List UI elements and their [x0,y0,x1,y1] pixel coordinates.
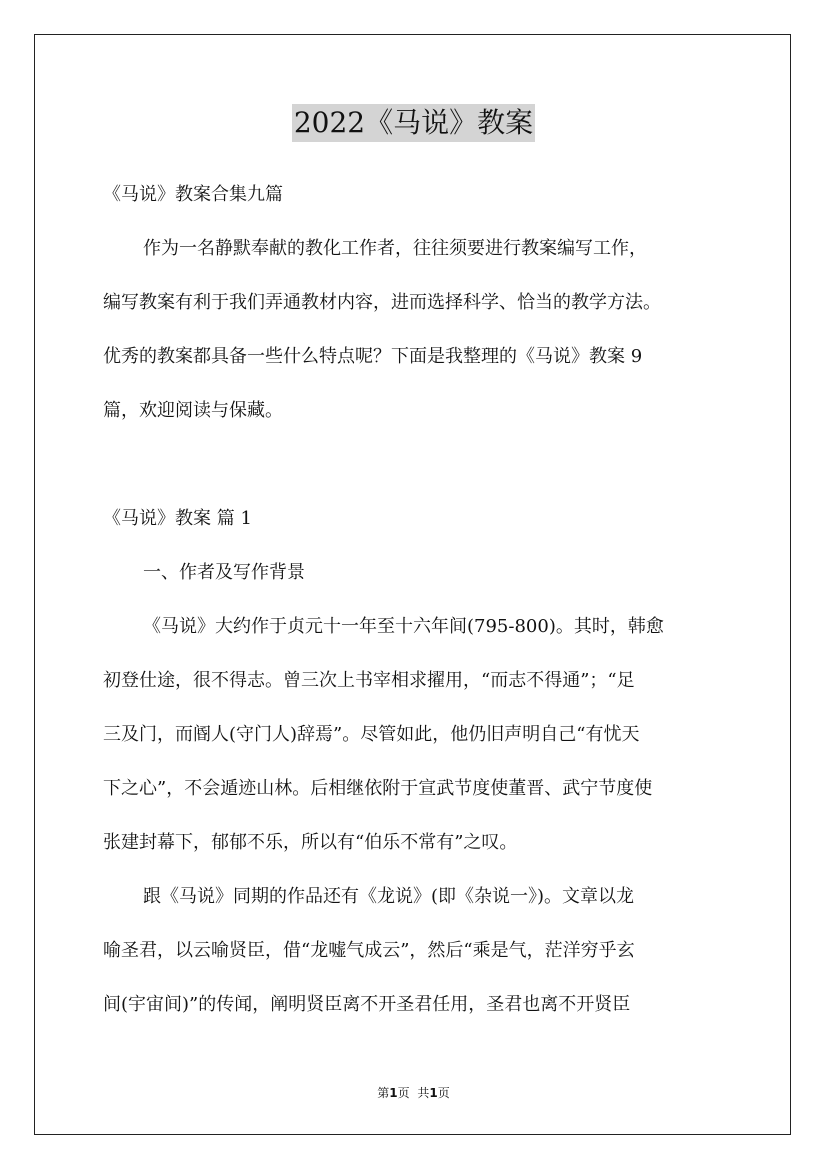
intro-line: 编写教案有利于我们弄通教材内容，进而选择科学、恰当的教学方法。 [103,292,661,313]
paragraph-line: 张建封幕下，郁郁不乐，所以有“伯乐不常有”之叹。 [103,832,518,853]
intro-line: 篇，欢迎阅读与保藏。 [103,400,283,421]
subsection-heading: 一、作者及写作背景 [143,562,305,583]
paragraph-line: 初登仕途，很不得志。曾三次上书宰相求擢用，“而志不得通”；“足 [103,670,635,691]
page-footer [0,1084,827,1101]
paragraph-line: 喻圣君，以云喻贤臣，借“龙嘘气成云”，然后“乘是气，茫洋穷乎玄 [103,940,635,961]
section-heading: 《马说》教案 篇 1 [103,508,252,529]
paragraph-line: 《马说》大约作于贞元十一年至十六年间(795-800)。其时，韩愈 [143,616,664,637]
intro-line: 优秀的教案都具备一些什么特点呢？下面是我整理的《马说》教案 9 [103,346,643,367]
document-title-wrap [0,104,827,142]
paragraph-line: 间(宇宙间)”的传闻，阐明贤臣离不开圣君任用，圣君也离不开贤臣 [103,994,631,1015]
footer-total-suffix: 页 [437,1086,450,1100]
footer-page-number: 1 [389,1086,398,1100]
footer-total-number: 1 [429,1086,438,1100]
intro-line: 作为一名静默奉献的教化工作者，往往须要进行教案编写工作， [143,238,647,259]
footer-total-prefix: 共 [417,1086,430,1100]
subtitle: 《马说》教案合集九篇 [103,184,283,205]
paragraph-line: 下之心”，不会遁迹山林。后相继依附于宣武节度使董晋、武宁节度使 [103,778,653,799]
paragraph-line: 三及门，而阍人(守门人)辞焉”。尽管如此，他仍旧声明自己“有忧天 [103,724,640,745]
footer-page-suffix: 页 [397,1086,410,1100]
document-title: 2022《马说》教案 [292,104,535,142]
paragraph-line: 跟《马说》同期的作品还有《龙说》(即《杂说一》)。文章以龙 [143,886,635,907]
footer-page-prefix: 第 [377,1086,390,1100]
